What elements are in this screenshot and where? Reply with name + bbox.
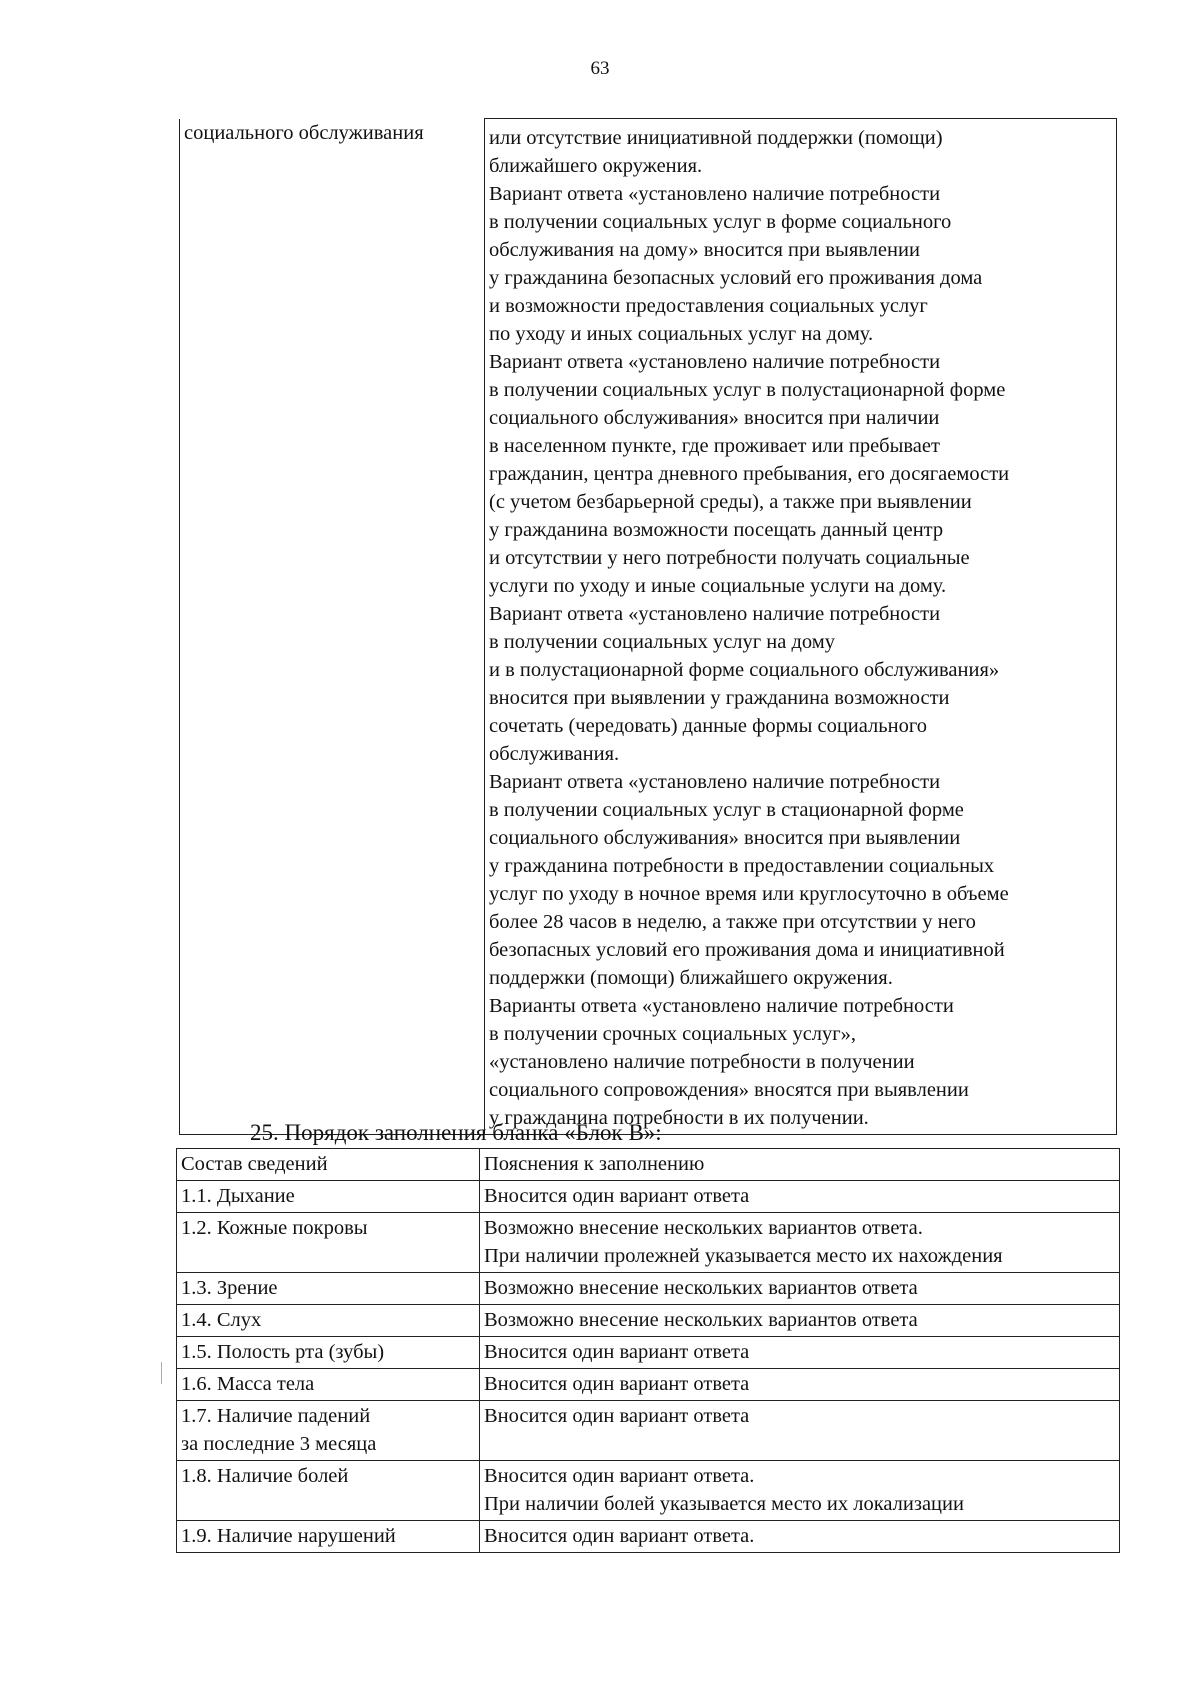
explanation-line: у гражданина возможности посещать данный центр bbox=[489, 519, 944, 541]
note-line: Вносится один вариант ответа bbox=[484, 1341, 750, 1363]
explanation-line: или отсутствие инициативной поддержки (помощи) bbox=[489, 127, 943, 149]
explanation-line: социального обслуживания» вносится при выявлении bbox=[489, 827, 961, 849]
explanation-line: (с учетом безбарьерной среды), а также при выявлении bbox=[489, 491, 972, 513]
explanation-line: Вариант ответа «установлено наличие потребности bbox=[489, 351, 941, 373]
table-cell-category: социального обслуживания bbox=[180, 119, 485, 1135]
table-cell-item bbox=[177, 1273, 480, 1305]
table-cell-note bbox=[480, 1273, 1120, 1305]
table-cell-item bbox=[177, 1213, 480, 1273]
item-line: за последние 3 месяца bbox=[181, 1433, 377, 1455]
explanation-line: в получении социальных услуг в стационарной форме bbox=[489, 799, 964, 821]
table-cell-note bbox=[480, 1401, 1120, 1461]
table-cell-item bbox=[177, 1337, 480, 1369]
explanation-line: гражданин, центра дневного пребывания, его досягаемости bbox=[489, 463, 1010, 485]
block-v-table bbox=[176, 1148, 1120, 1553]
note-line: Возможно внесение нескольких вариантов ответа. bbox=[484, 1217, 923, 1239]
note-line: Возможно внесение нескольких вариантов ответа bbox=[484, 1277, 918, 1299]
explanation-line: по уходу и иных социальных услуг на дому. bbox=[489, 323, 874, 345]
table-row bbox=[177, 1273, 1120, 1305]
explanation-line: Вариант ответа «установлено наличие потребности bbox=[489, 771, 941, 793]
item-line: 1.9. Наличие нарушений bbox=[181, 1525, 396, 1547]
explanation-line: у гражданина потребности в их получении. bbox=[489, 1107, 869, 1129]
item-line: 1.6. Масса тела bbox=[181, 1373, 315, 1395]
item-line: 1.5. Полость рта (зубы) bbox=[181, 1341, 385, 1363]
explanation-line: в населенном пункте, где проживает или пребывает bbox=[489, 435, 940, 457]
explanation-line: безопасных условий его проживания дома и инициативной bbox=[489, 939, 1005, 961]
explanation-line: сочетать (чередовать) данные формы социального bbox=[489, 715, 927, 737]
table-cell-item bbox=[177, 1461, 480, 1521]
table-cell-note bbox=[480, 1461, 1120, 1521]
item-line: 1.2. Кожные покровы bbox=[181, 1217, 368, 1239]
explanation-line: обслуживания. bbox=[489, 743, 620, 765]
explanation-line: обслуживания на дому» вносится при выявлении bbox=[489, 239, 920, 261]
table-cell-note bbox=[480, 1521, 1120, 1553]
explanation-line: вносится при выявлении у гражданина возможности bbox=[489, 687, 950, 709]
table-cell-item bbox=[177, 1401, 480, 1461]
table-cell-item bbox=[177, 1181, 480, 1213]
table-cell-explanation bbox=[485, 119, 1117, 1135]
table-row bbox=[177, 1369, 1120, 1401]
item-line: 1.4. Слух bbox=[181, 1309, 262, 1331]
note-line: Вносится один вариант ответа bbox=[484, 1405, 750, 1427]
explanation-line: социального сопровождения» вносятся при выявлении bbox=[489, 1079, 969, 1101]
note-line: При наличии болей указывается место их локализации bbox=[484, 1493, 964, 1515]
explanation-line: более 28 часов в неделю, а также при отсутствии у него bbox=[489, 911, 976, 933]
section-heading: 25. Порядок заполнения бланка «Блок В»: bbox=[250, 1120, 662, 1145]
page-number: 63 bbox=[590, 58, 610, 79]
explanation-line: услуг по уходу в ночное время или круглосуточно в объеме bbox=[489, 883, 1009, 905]
table-cell-note bbox=[480, 1369, 1120, 1401]
note-line: Вносится один вариант ответа bbox=[484, 1373, 750, 1395]
note-line: Возможно внесение нескольких вариантов ответа bbox=[484, 1309, 918, 1331]
explanation-line: и отсутствии у него потребности получать социальные bbox=[489, 547, 970, 569]
table-cell-note bbox=[480, 1337, 1120, 1369]
column-header-explanation: Пояснения к заполнению bbox=[480, 1149, 1120, 1181]
explanation-line: и возможности предоставления социальных услуг bbox=[489, 295, 928, 317]
note-line: Вносится один вариант ответа. bbox=[484, 1525, 755, 1547]
table-cell-note bbox=[480, 1213, 1120, 1273]
explanation-line: Вариант ответа «установлено наличие потребности bbox=[489, 183, 941, 205]
explanation-line: и в полустационарной форме социального обслуживания» bbox=[489, 659, 1000, 681]
table-header-row bbox=[177, 1149, 1120, 1181]
table-row bbox=[180, 119, 1117, 1135]
explanation-line: услуги по уходу и иные социальные услуги на дому. bbox=[489, 575, 947, 597]
explanation-line: «установлено наличие потребности в получении bbox=[489, 1051, 915, 1073]
table-cell-item bbox=[177, 1305, 480, 1337]
table-row bbox=[177, 1461, 1120, 1521]
scan-mark bbox=[161, 1362, 162, 1384]
explanation-line: в получении социальных услуг в форме социального bbox=[489, 211, 952, 233]
table-row bbox=[177, 1401, 1120, 1461]
item-line: 1.7. Наличие падений bbox=[181, 1405, 371, 1427]
note-line: Вносится один вариант ответа bbox=[484, 1185, 750, 1207]
column-header-composition: Состав сведений bbox=[177, 1149, 480, 1181]
continuation-table bbox=[179, 118, 1117, 1135]
explanation-line: у гражданина безопасных условий его проживания дома bbox=[489, 267, 983, 289]
table-cell-note bbox=[480, 1305, 1120, 1337]
explanation-line: социального обслуживания» вносится при наличии bbox=[489, 407, 940, 429]
table-cell-note bbox=[480, 1181, 1120, 1213]
explanation-line: поддержки (помощи) ближайшего окружения. bbox=[489, 967, 893, 989]
note-line: При наличии пролежней указывается место их нахождения bbox=[484, 1245, 1003, 1267]
table-cell-item bbox=[177, 1369, 480, 1401]
table-row bbox=[177, 1305, 1120, 1337]
item-line: 1.3. Зрение bbox=[181, 1277, 278, 1299]
table-cell-item bbox=[177, 1521, 480, 1553]
item-line: 1.1. Дыхание bbox=[181, 1185, 295, 1207]
explanation-line: в получении срочных социальных услуг», bbox=[489, 1023, 857, 1045]
explanation-line: Вариант ответа «установлено наличие потребности bbox=[489, 603, 941, 625]
explanation-line: в получении социальных услуг в полустационарной форме bbox=[489, 379, 1006, 401]
item-line: 1.8. Наличие болей bbox=[181, 1465, 349, 1487]
table-row bbox=[177, 1337, 1120, 1369]
explanation-line: в получении социальных услуг на дому bbox=[489, 631, 836, 653]
explanation-line: Варианты ответа «установлено наличие потребности bbox=[489, 995, 954, 1017]
table-row bbox=[177, 1213, 1120, 1273]
explanation-line: у гражданина потребности в предоставлении социальных bbox=[489, 855, 995, 877]
note-line: Вносится один вариант ответа. bbox=[484, 1465, 755, 1487]
explanation-line: ближайшего окружения. bbox=[489, 155, 703, 177]
table-row bbox=[177, 1521, 1120, 1553]
table-row bbox=[177, 1181, 1120, 1213]
